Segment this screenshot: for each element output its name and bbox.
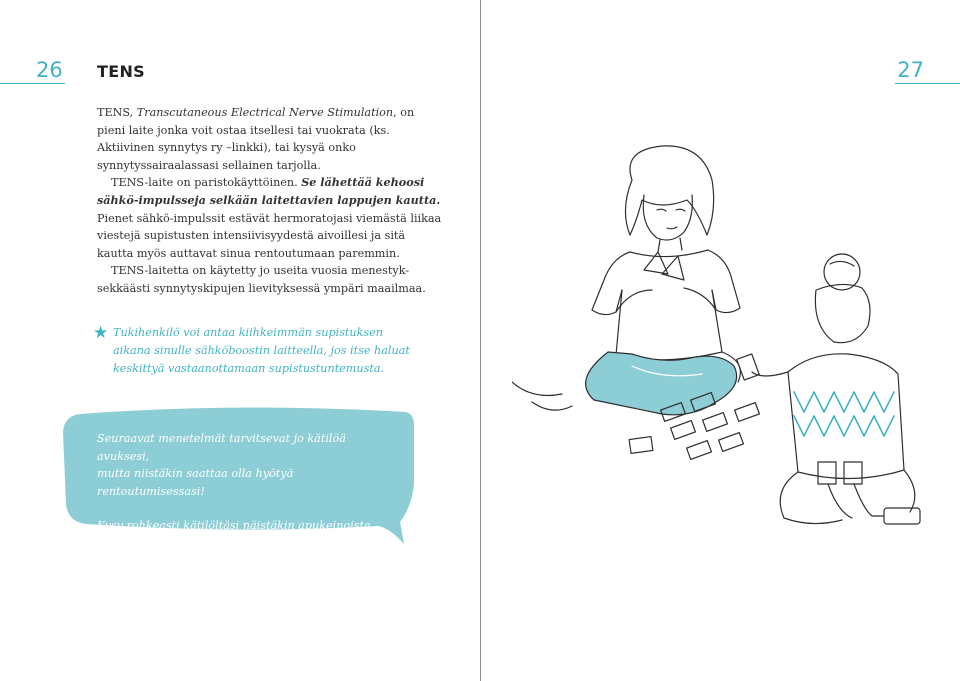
paragraph-device [97, 174, 442, 262]
woman-with-tens-device [737, 254, 915, 524]
body-text [97, 104, 442, 298]
paragraph-device-rest: Pienet sähkö-impulssit estävät hermoratojasi viemästä liikaa viestejä supistusten intensiivisyydestä aivoillesi ja sitä kautta myös auttavat sinua rentoutumaan paremmin. [97, 211, 442, 260]
tip-box [93, 324, 423, 378]
page-title: TENS [97, 62, 145, 81]
page-number-rule [0, 83, 65, 84]
paragraph-intro-rest: , on pieni laite jonka voit ostaa itsellesi tai vuokrata (ks. Aktiivinen synnytys ry –linkki), tai kysyä onko synnytyssairaalassasi sellainen tarjolla. [97, 106, 415, 172]
page-number-rule [895, 83, 960, 84]
paragraph-intro [97, 104, 442, 174]
tens-device [884, 508, 920, 524]
bubble-line-2: mutta niistäkin saattaa olla hyötyä rentoutumisessasi! [97, 467, 294, 498]
paragraph-history: TENS-laitetta on käytetty jo useita vuosia menestyk-sekkäästi synnytyskipujen lievityksessä ympäri maailmaa. [97, 264, 426, 295]
page-number: 27 [897, 58, 924, 82]
paragraph-intro-start: TENS, [97, 106, 137, 119]
tip-text: Tukihenkilö voi antaa kiihkeimmän supistuksen aikana sinulle sähköboostin laitteella, jos itse haluat keskittyä vastaanottamaan supistustuntemusta. [113, 326, 410, 375]
bubble-line-1: Seuraavat menetelmät tarvitsevat jo kätilöä avuksesi, [97, 432, 346, 463]
star-icon: ★ [93, 323, 109, 343]
paragraph-device-start: TENS-laite on paristokäyttöinen. [111, 176, 302, 190]
tens-full-name: Transcutaneous Electrical Nerve Stimulation [136, 106, 394, 119]
bubble-line-3: Kysy rohkeasti kätilöltäsi näistäkin apukeinoista. [97, 519, 375, 532]
speech-bubble-text [97, 430, 397, 535]
paragraph-device-emphasis: Se lähettää kehoosi sähkö-impulsseja selkään laitettavien lappujen kautta. [97, 175, 441, 207]
illustration-women-playing-cards [512, 140, 942, 560]
page-number: 26 [36, 58, 63, 82]
right-page [481, 0, 960, 681]
speech-bubble [60, 406, 420, 546]
